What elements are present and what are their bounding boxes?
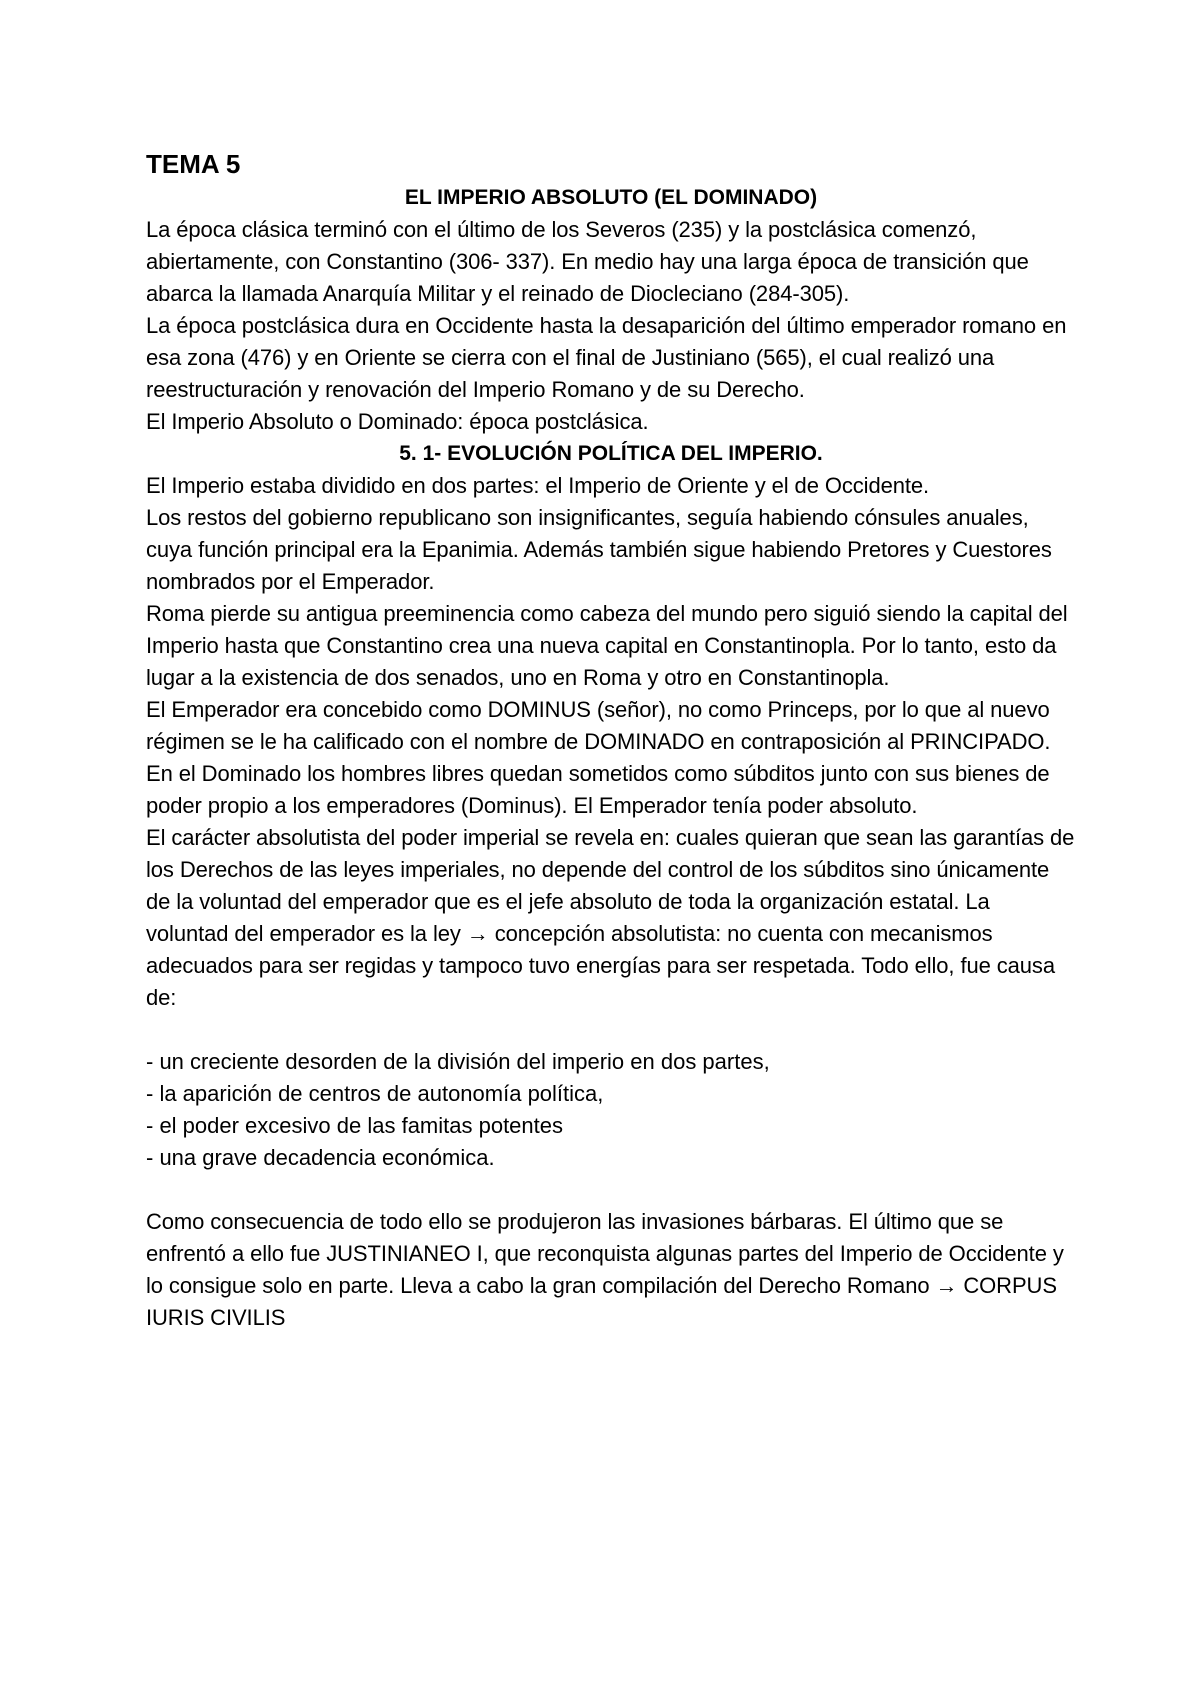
- section-paragraph: En el Dominado los hombres libres quedan sometidos como súbditos junto con sus bienes de poder propio a los emperadores (Dominus). El Emperador tenía poder absoluto.: [146, 761, 1050, 818]
- main-heading: EL IMPERIO ABSOLUTO (EL DOMINADO): [404, 186, 818, 209]
- list-item: - la aparición de centros de autonomía política,: [146, 1081, 604, 1106]
- intro-paragraph: La época postclásica dura en Occidente hasta la desaparición del último emperador romano en esa zona (476) y en Oriente se cierra con el final de Justiniano (565), el cual realizó una reestructuración y renovación del Imperio Romano y de su Derecho.: [146, 313, 1067, 402]
- section-paragraph: El carácter absolutista del poder imperial se revela en: cuales quieran que sean las garantías de los Derechos de las leyes imperiales, no depende del control de los súbditos sino únicamente de la voluntad del emperador que es el jefe absoluto de toda la organización estatal. La voluntad del emperador es la ley → concepción absolutista: no cuenta con mecanismos adecuados para ser regidas y tampoco tuvo energías para ser respetada. Todo ello, fue causa de:: [146, 825, 1075, 1010]
- list-item: - un creciente desorden de la división del imperio en dos partes,: [146, 1049, 770, 1074]
- list-item: - una grave decadencia económica.: [146, 1145, 495, 1170]
- blank-line: [146, 1174, 1076, 1206]
- document-title: TEMA 5: [146, 149, 241, 179]
- section-paragraph: Roma pierde su antigua preeminencia como cabeza del mundo pero siguió siendo la capital del Imperio hasta que Constantino crea una nueva capital en Constantinopla. Por lo tanto, esto da lugar a la existencia de dos senados, uno en Roma y otro en Constantinopla.: [146, 601, 1068, 690]
- intro-paragraph: La época clásica terminó con el último de los Severos (235) y la postclásica comenzó, abiertamente, con Constantino (306- 337). En medio hay una larga época de transición que abarca la llamada Anarquía Militar y el reinado de Diocleciano (284-305).: [146, 217, 1029, 306]
- causes-list: [146, 1046, 1076, 1174]
- section-heading: 5. 1- EVOLUCIÓN POLÍTICA DEL IMPERIO.: [399, 442, 823, 465]
- list-item: - el poder excesivo de las famitas potentes: [146, 1113, 564, 1138]
- section-paragraph: El Emperador era concebido como DOMINUS (señor), no como Princeps, por lo que al nuevo régimen se le ha calificado con el nombre de DOMINADO en contraposición al PRINCIPADO.: [146, 697, 1051, 754]
- intro-paragraph: El Imperio Absoluto o Dominado: época postclásica.: [146, 409, 649, 434]
- document-body: [146, 146, 1076, 1334]
- section-paragraph: El Imperio estaba dividido en dos partes: el Imperio de Oriente y el de Occidente.: [146, 473, 930, 498]
- closing-paragraph: Como consecuencia de todo ello se produjeron las invasiones bárbaras. El último que se enfrentó a ello fue JUSTINIANEO I, que reconquista algunas partes del Imperio de Occidente y lo consigue solo en parte. Lleva a cabo la gran compilación del Derecho Romano → CORPUS IURIS CIVILIS: [146, 1209, 1064, 1330]
- blank-line: [146, 1014, 1076, 1046]
- section-paragraph: Los restos del gobierno republicano son insignificantes, seguía habiendo cónsules anuales, cuya función principal era la Epanimia. Además también sigue habiendo Pretores y Cuestores nombrados por el Emperador.: [146, 505, 1052, 594]
